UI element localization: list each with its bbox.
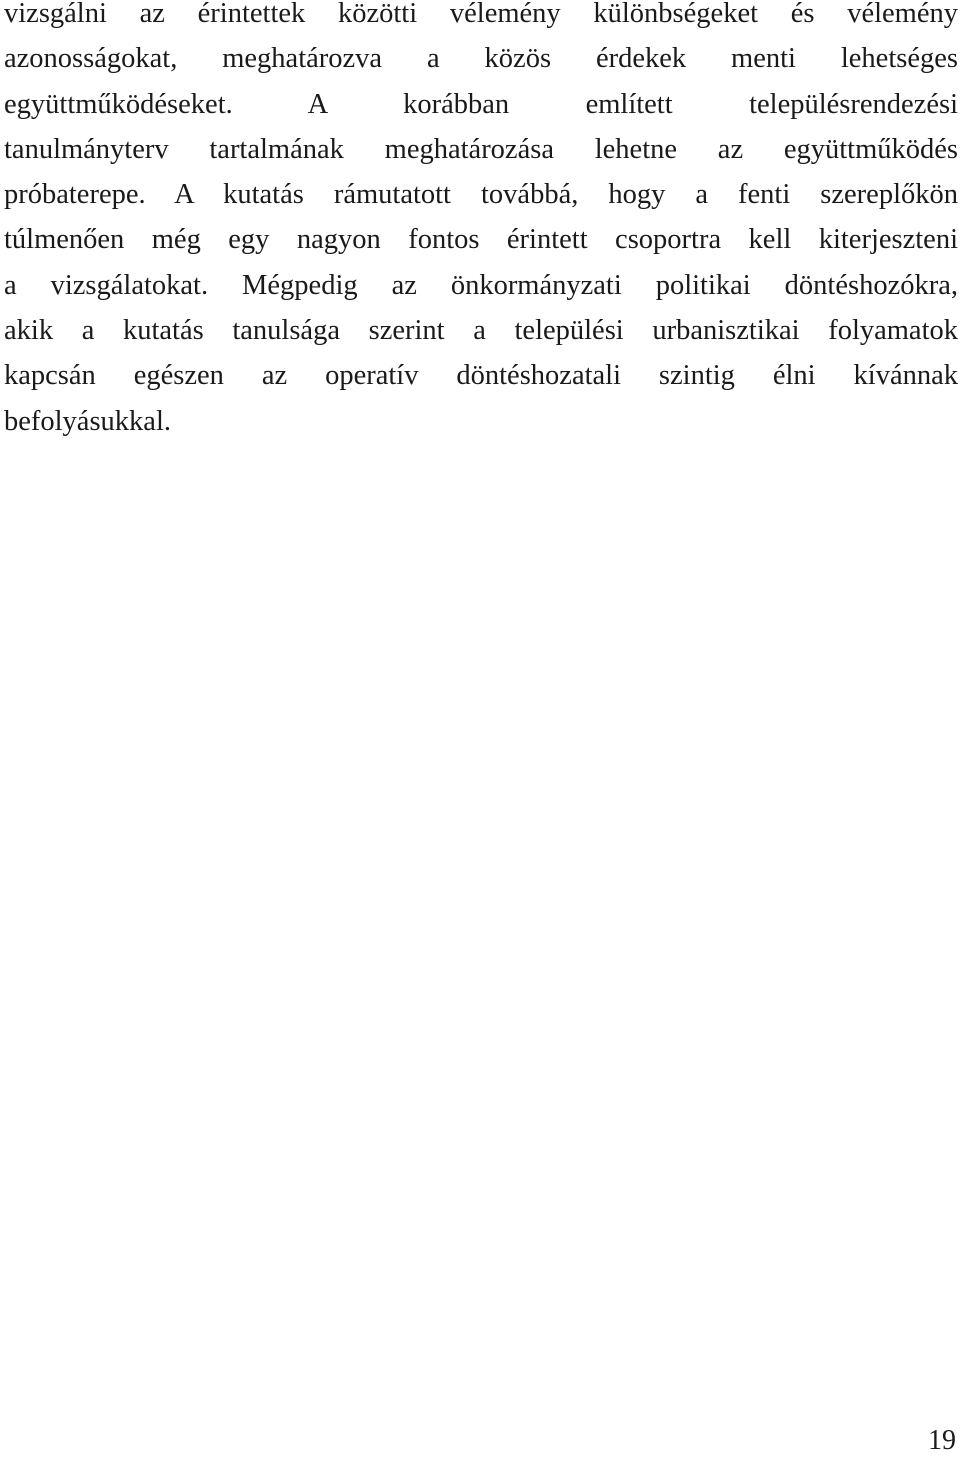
text-line: próbaterepe. A kutatás rámutatott továbbá, hogy a fenti szereplőkön	[4, 179, 958, 211]
text-line: vizsgálni az érintettek közötti vélemény különbségeket és vélemény	[4, 0, 958, 29]
text-line: együttműködéseket. A korábban említett településrendezési	[4, 88, 958, 120]
text-line-last: befolyásukkal.	[4, 405, 171, 437]
text-line: a vizsgálatokat. Mégpedig az önkormányzati politikai döntéshozókra,	[4, 269, 958, 301]
text-line: kapcsán egészen az operatív döntéshozatali szintig élni kívánnak	[4, 360, 958, 392]
body-paragraph	[4, 0, 958, 444]
text-line: tanulmányterv tartalmának meghatározása lehetne az együttműködés	[4, 133, 958, 165]
page-number: 19	[928, 1425, 956, 1456]
text-line: azonosságokat, meghatározva a közös érdekek menti lehetséges	[4, 43, 958, 75]
text-line: akik a kutatás tanulsága szerint a települési urbanisztikai folyamatok	[4, 315, 958, 347]
text-line: túlmenően még egy nagyon fontos érintett csoportra kell kiterjeszteni	[4, 224, 958, 256]
